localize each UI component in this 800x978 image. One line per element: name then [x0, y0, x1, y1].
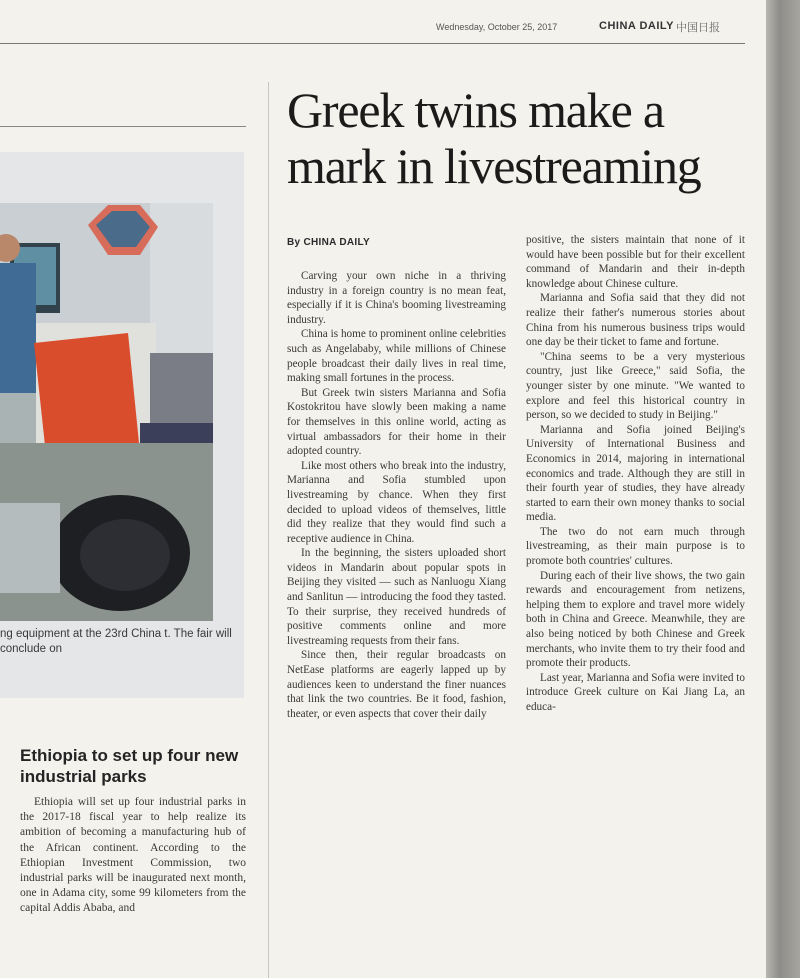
issue-date: Wednesday, October 25, 2017	[436, 22, 558, 32]
column-divider	[268, 82, 269, 978]
article-paragraph: Last year, Marianna and Sofia were invited to introduce Greek culture on Kai Jiang La, an educa-	[526, 671, 745, 713]
article-paragraph: Marianna and Sofia joined Beijing's University of International Business and Economics in 2014, majoring in international economics and trade. Although they are still in their fourth year of studies, they have already started to earn their own money thanks to social media.	[526, 423, 745, 524]
article-paragraph: Since then, their regular broadcasts on NetEase platforms are eagerly lapped up by audiences keen to understand the finer nuances that link the two countries. Be it food, fashion, theater, or even aspects that cover their daily	[287, 649, 506, 720]
article-paragraph: Marianna and Sofia said that they did not realize their father's numerous stories about China from his numerous business trips would one day be their ticket to fame and fortune.	[526, 292, 745, 349]
left-column-divider	[0, 126, 246, 127]
paper-name: CHINA DAILY	[599, 20, 674, 32]
sidebar-headline: Ethiopia to set up four new industrial parks	[20, 746, 239, 786]
article-byline: By CHINA DAILY	[287, 237, 370, 248]
article-paragraph: In the beginning, the sisters uploaded short videos in Mandarin about popular spots in Beijing they visited — such as Nanluogu Xiang and Sanlitun — introducing the food they tasted. To their surprise, they received hundreds of positive comments online and more livestreaming requests from their fans.	[287, 547, 506, 647]
header-divider	[0, 43, 745, 44]
article-headline: Greek twins make a mark in livestreaming	[287, 82, 701, 194]
article-paragraph: positive, the sisters maintain that none of it would have been possible but for their excellent command of Mandarin and their in-depth knowledge about Chinese culture.	[526, 234, 745, 290]
sidebar-body	[20, 795, 246, 917]
article-paragraph: "China seems to be a very mysterious country, just like Greece," said Sofia, the younger sister by one minute. "We wanted to explore and feel this historical country in person, so we decided to study in Beijing."	[526, 350, 745, 422]
article-paragraph: The two do not earn much through livestreaming, as their main purpose is to promote both countries' cultures.	[526, 525, 745, 568]
sidebar-paragraph: Ethiopia will set up four industrial parks in the 2017-18 fiscal year to help realize its ambition of becoming a manufacturing hub of the African continent. According to the Ethiopian Investment Commission, two industrial parks will be inaugurated next month, one in Adama city, some 99 kilometers from the capital Addis Ababa, and	[20, 796, 246, 915]
expo-photo	[0, 203, 213, 621]
article-paragraph: Carving your own niche in a thriving industry in a foreign country is no mean feat, especially if it is China's booming livestreaming industry.	[287, 270, 506, 326]
photo-caption: ng equipment at the 23rd China t. The fair will conclude on	[0, 628, 232, 655]
article-paragraph: During each of their live shows, the two gain rewards and encouragement from netizens, helping them to explore and travel more widely both in China and Greece. Meanwhile, they are also being noticed by both Chinese and Greek merchants, who invite them to try their food and promote their products.	[526, 569, 745, 670]
article-column-1	[287, 269, 506, 721]
article-paragraph: But Greek twin sisters Marianna and Sofia Kostokritou have slowly been making a name for themselves in this online world, acting as virtual ambassadors for their home in their adopted country.	[287, 386, 506, 458]
paper-chinese-name: 中国日报	[676, 21, 720, 34]
article-paragraph: Like most others who break into the industry, Marianna and Sofia stumbled upon livestreaming by chance. When they first decided to upload videos of themselves, little did they realize that they would find such a receptive audience in China.	[287, 459, 506, 545]
article-paragraph: China is home to prominent online celebrities such as Angelababy, while millions of Chinese people broadcast their daily lives in real time, making small fortunes in the process.	[287, 328, 506, 385]
article-column-2	[526, 233, 745, 715]
page-header	[0, 16, 745, 42]
page-binding-edge	[766, 0, 800, 978]
